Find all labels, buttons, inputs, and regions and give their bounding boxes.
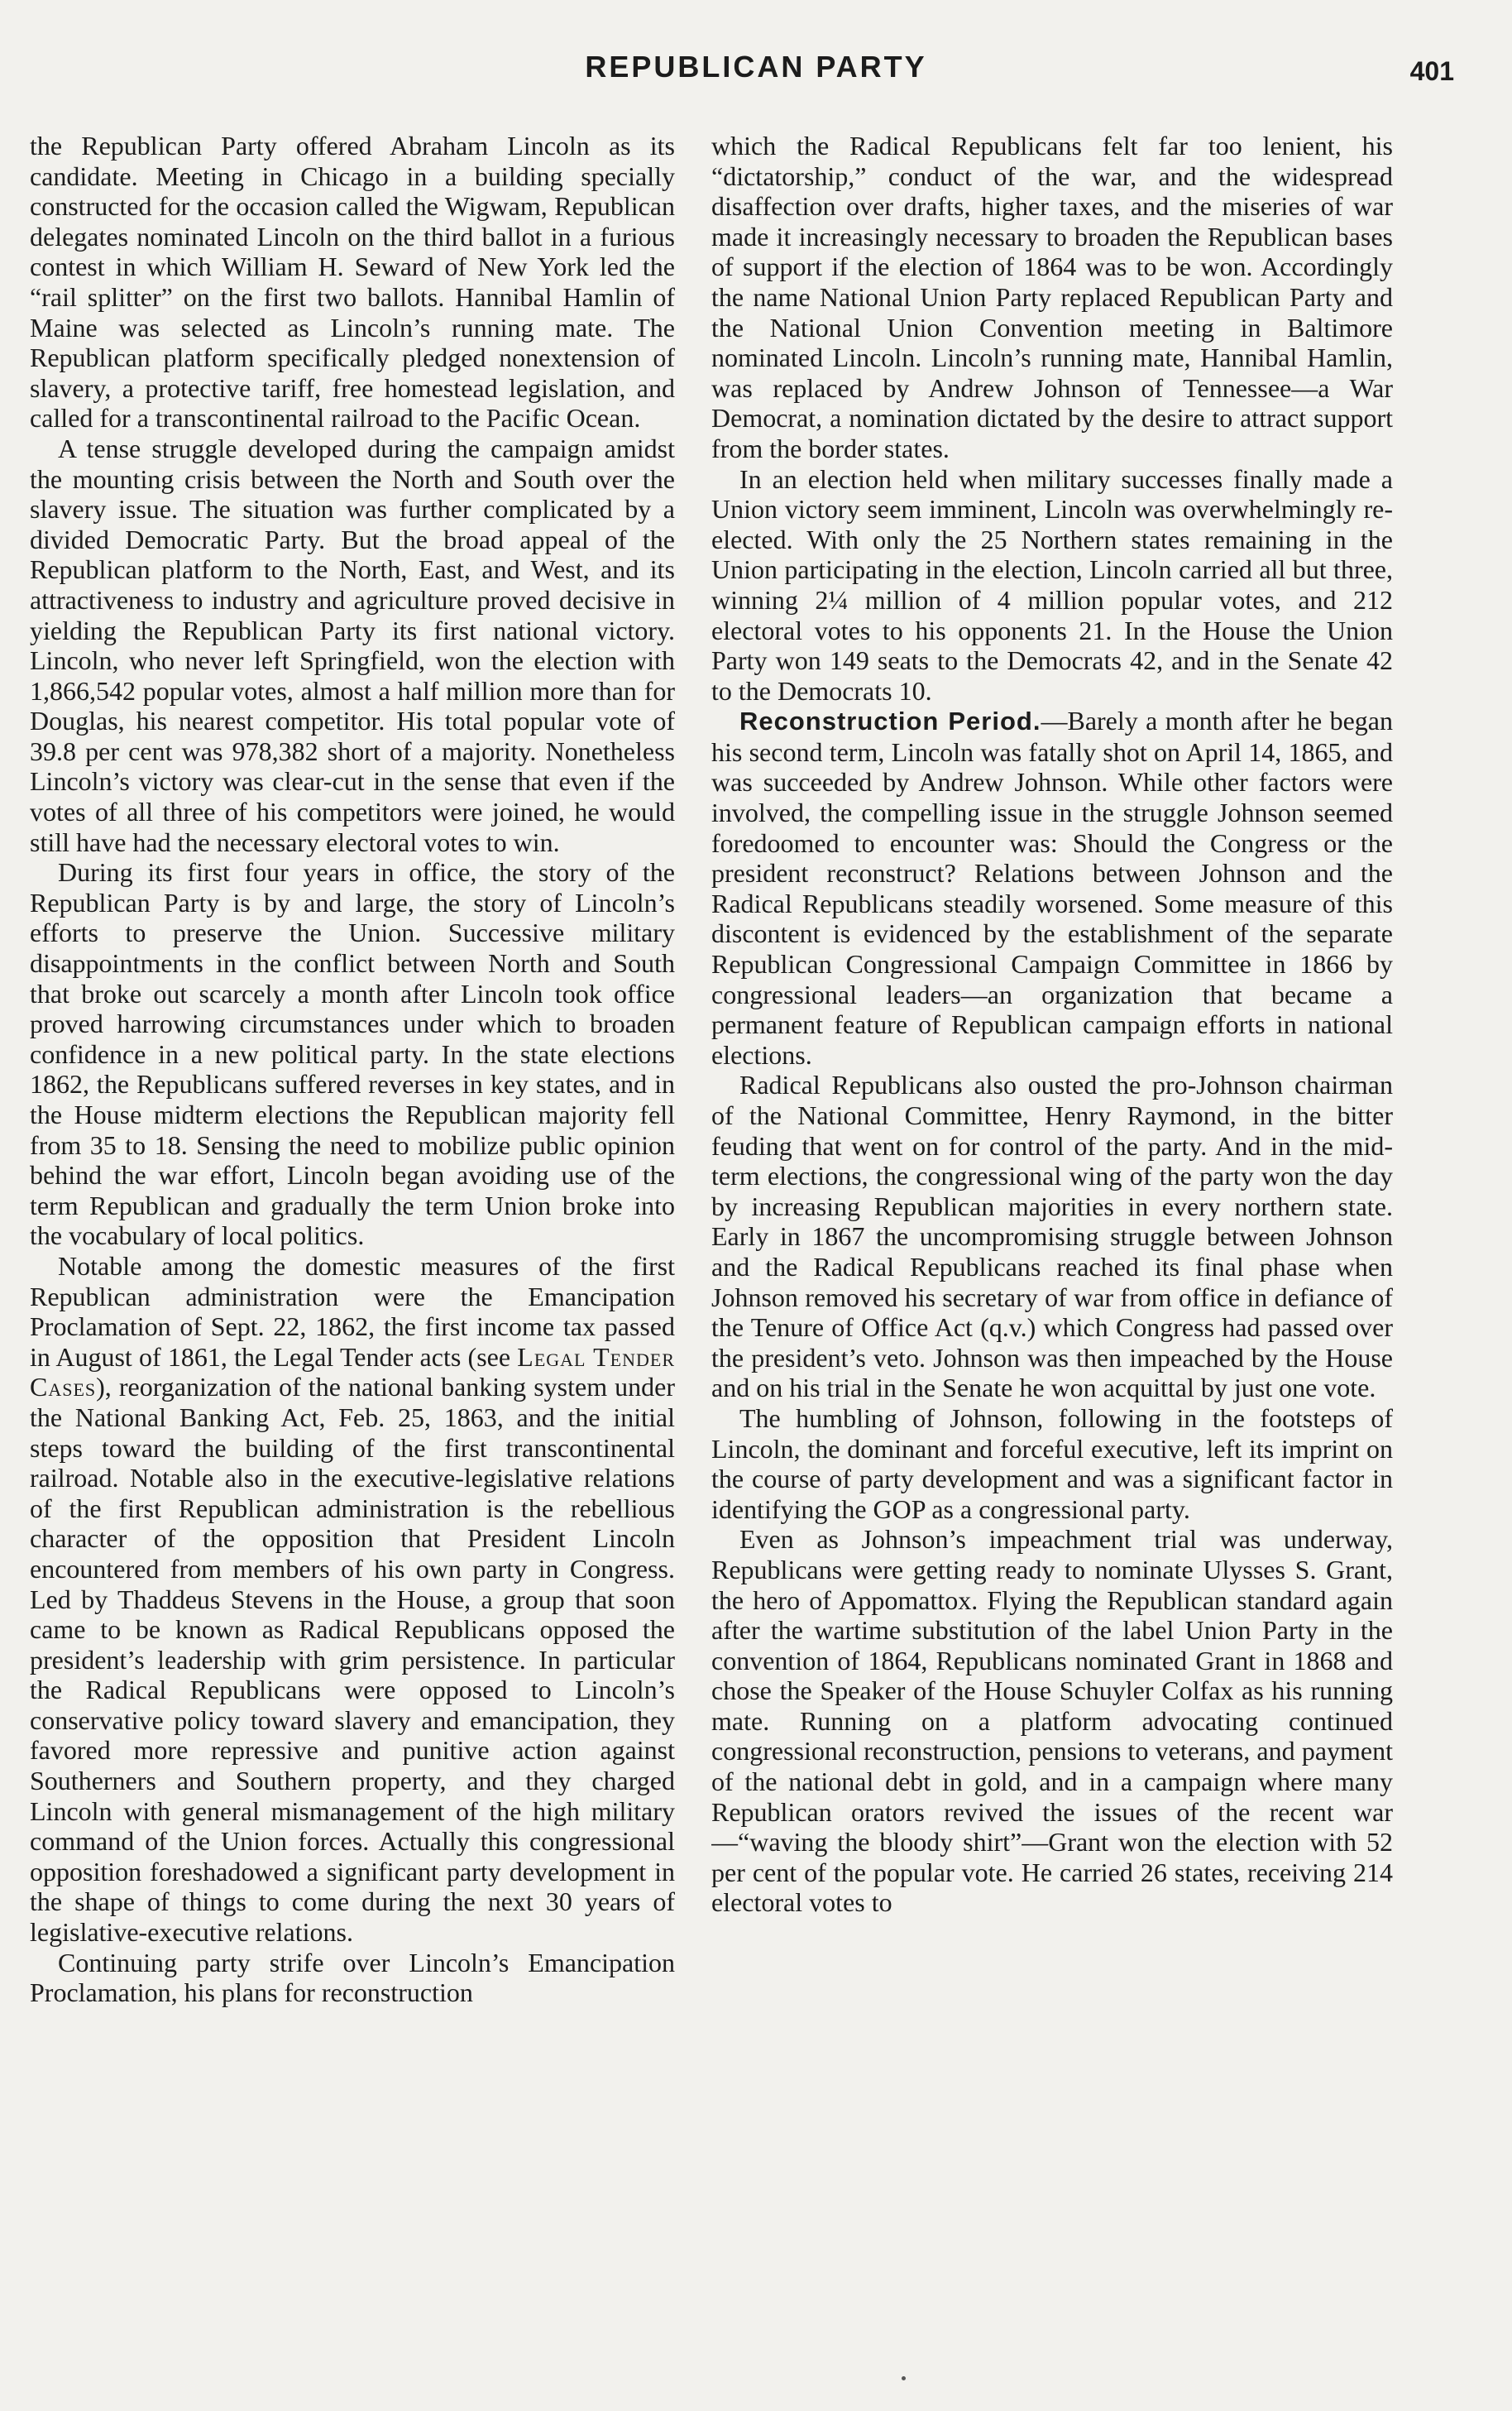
right-column [711,131,1393,2365]
right-paragraph-1: which the Radical Republicans felt far too lenient, his “dictatorship,” conduct of the war, and the widespread disaffection over drafts, higher taxes, and the miseries of war made it increasingly necessary to broaden the Republican bases of support if the election of 1864 was to be won. Accordingly the name National Union Party replaced Republican Party and the National Union Convention meeting in Baltimore nominated Lincoln. Lincoln’s running mate, Hannibal Hamlin, was replaced by Andrew Johnson of Tennessee—a War Democrat, a nomination dictated by the desire to attract support from the border states. [711,131,1393,463]
right-paragraph-5: The humbling of Johnson, following in the footsteps of Lincoln, the dominant and forceful executive, left its imprint on the course of party development and was a significant factor in identifying the GOP as a congressional party. [711,1402,1393,1524]
running-title: REPUBLICAN PARTY [585,50,927,84]
right-paragraph-2: In an election held when military successes finally made a Union victory seem imminent, Lincoln was overwhelmingly re-elected. With only the 25 Northern states remaining in the Union participating in the election, Lincoln carried all but three, winning 2¼ million of 4 million popular votes, and 212 electoral votes to his opponents 21. In the House the Union Party won 149 seats to the Democrats 42, and in the Senate 42 to the Democrats 10. [711,463,1393,706]
left-paragraph-5: Continuing party strife over Lincoln’s Emancipation Proclamation, his plans for reconstruction [30,1947,675,2008]
right-paragraph-3-text: —Barely a month after he began his second term, Lincoln was fatally shot on April 14, 1865, and was succeeded by Andrew Johnson. While other factors were involved, the compelling issue in the struggle Johnson seemed foredoomed to encounter was: Should the Congress or the president reconstruct? Relations between Johnson and the Radical Republicans steadily worsened. Some measure of this discontent is evidenced by the establishment of the separate Republican Congressional Campaign Committee in 1866 by congressional leaders—an organization that became a permanent feature of Republican campaign efforts in national elections. [711,706,1393,1070]
running-head [0,50,1512,91]
left-paragraph-4 [30,1251,675,1948]
left-column [30,131,675,2365]
left-paragraph-2: A tense struggle developed during the campaign amidst the mounting crisis between the North and South over the slavery issue. The situation was further complicated by a divided Democratic Party. But the broad appeal of the Republican platform to the North, East, and West, and its attractiveness to industry and agriculture proved decisive in yielding the Republican Party its first national victory. Lincoln, who never left Springfield, won the election with 1,866,542 popular votes, almost a half million more than for Douglas, his nearest competitor. His total popular vote of 39.8 per cent was 978,382 short of a majority. Nonetheless Lincoln’s victory was clear-cut in the sense that even if the votes of all three of his competitors were joined, he would still have had the necessary electoral votes to win. [30,433,675,857]
left-paragraph-4-text-a: Notable among the domestic measures of the first Republican administration were the Emancipation Proclamation of Sept. 22, 1862, the first income tax passed in August of 1861, the Legal Tender acts (see [30,1250,675,1372]
left-paragraph-3: During its first four years in office, the story of the Republican Party is by and large, the story of Lincoln’s efforts to preserve the Union. Successive military disappointments in the conflict between North and South that broke out scarcely a month after Lincoln took office proved harrowing circumstances under which to broaden confidence in a new political party. In the state elections 1862, the Republicans suffered reverses in key states, and in the House midterm elections the Republican majority fell from 35 to 18. Sensing the need to mobilize public opinion behind the war effort, Lincoln began avoiding use of the term Republican and gradually the term Union broke into the vocabulary of local politics. [30,857,675,1251]
right-paragraph-3 [711,706,1393,1070]
cross-reference-legal-tender-cases[interactable]: Legal Tender Cases [30,1341,675,1402]
left-paragraph-1: the Republican Party offered Abraham Lincoln as its candidate. Meeting in Chicago in a building specially constructed for the occasion called the Wigwam, Republican delegates nominated Lincoln on the third ballot in a furious contest in which William H. Seward of New York led the “rail splitter” on the first two ballots. Hannibal Hamlin of Maine was selected as Lincoln’s running mate. The Republican platform specifically pledged nonextension of slavery, a protective tariff, free homestead legislation, and called for a transcontinental railroad to the Pacific Ocean. [30,131,675,434]
print-speck [902,2376,906,2380]
right-paragraph-4: Radical Republicans also ousted the pro-Johnson chairman of the National Committee, Henry Raymond, in the bitter feuding that went on for control of the party. And in the mid-term elections, the congressional wing of the party won the day by increasing Republican majorities in every northern state. Early in 1867 the uncompromising struggle between Johnson and the Radical Republicans reached its final phase when Johnson removed his secretary of war from office in defiance of the Tenure of Office Act (q.v.) which Congress had passed over the president’s veto. Johnson was then impeached by the House and on his trial in the Senate he won acquittal by just one vote. [711,1070,1393,1403]
page-number: 401 [1409,56,1454,86]
right-paragraph-6: Even as Johnson’s impeachment trial was underway, Republicans were getting ready to nominate Ulysses S. Grant, the hero of Appomattox. Flying the Republican standard again after the wartime substitution of the label Union Party in the convention of 1864, Republicans nominated Grant in 1868 and chose the Speaker of the House Schuyler Colfax as his running mate. Running on a platform advocating continued congressional reconstruction, pensions to veterans, and payment of the national debt in gold, and in a campaign where many Republican orators revived the issues of the recent war—“waving the bloody shirt”—Grant won the election with 52 per cent of the popular vote. He carried 26 states, receiving 214 electoral votes to [711,1524,1393,1918]
left-paragraph-4-text-b: ), reorganization of the national banking system under the National Banking Act, Feb. 25, 1863, and the initial steps toward the building of the first transcontinental railroad. Notable also in the executive-legislative relations of the first Republican administration is the rebellious character of the opposition that President Lincoln encountered from members of his own party in Congress. Led by Thaddeus Stevens in the House, a group that soon came to be known as Radical Republicans opposed the president’s leadership with grim persistence. In particular the Radical Republicans were opposed to Lincoln’s conservative policy toward slavery and emancipation, they favored more repressive and punitive action against Southerners and Southern property, and they charged Lincoln with general mismanagement of the high military command of the Union forces. Actually this congressional opposition foreshadowed a significant party development in the shape of things to come during the next 30 years of legislative-executive relations. [30,1372,675,1948]
section-heading-reconstruction: Reconstruction Period. [739,707,1041,736]
